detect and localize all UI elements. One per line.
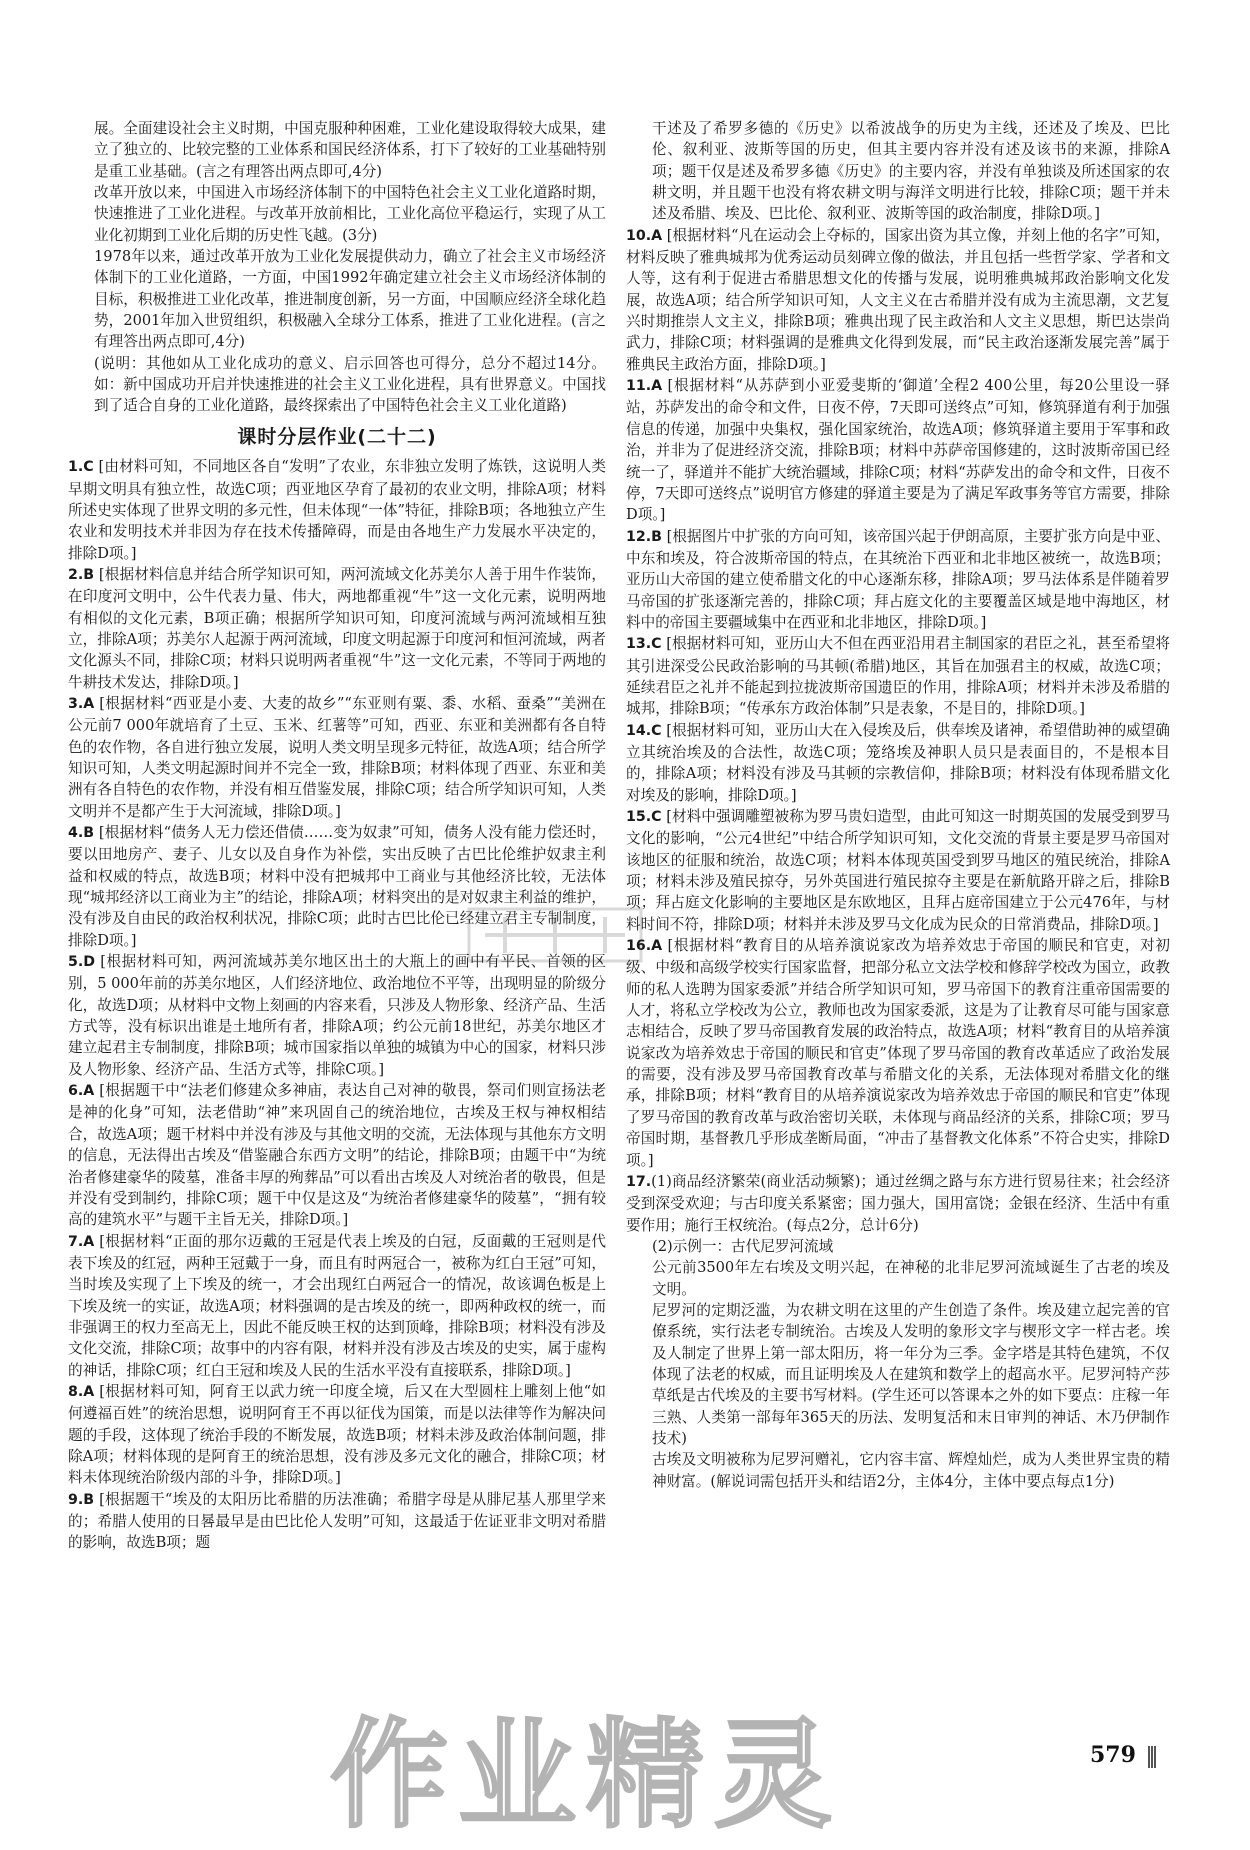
left-column — [68, 118, 606, 1554]
answer-text: [根据材料可知，亚历山大在入侵埃及后，供奉埃及诸神，希望借助神的威望确立其统治埃及的合法性，故选C项；笼络埃及神职人员只是表面目的，不是根本目的，排除A项；材料没有涉及马其顿的宗教信仰，排除B项；材料没有体现希腊文化对埃及的影响，排除D项。] — [626, 721, 1171, 804]
answer-continuation: 干述及了希罗多德的《历史》以希波战争的历史为主线，还述及了埃及、巴比伦、叙利亚、波斯等国的历史，但其主要内容并没有述及该书的来源，排除A项；题干仅是述及希罗多德《历史》的主要内容，并没有单独谈及所述国家的农耕文明，并且题干也没有将农耕文明与海洋文明进行比较，排除C项；题干并未述及希腊、埃及、巴比伦、叙利亚、波斯等国的政治制度，排除D项。] — [652, 120, 1170, 223]
answer-item — [68, 1080, 606, 1230]
answer-number: 8.A — [68, 1383, 95, 1400]
answer-text: [根据材料信息并结合所学知识可知，两河流域文化苏美尔人善于用牛作装饰，在印度河文明中，公牛代表力量、伟大，两地都重视“牛”这一文化元素，说明两地有相似的文化元素，B项正确；根据所学知识可知，印度河流域与两河流域相互独立，排除A项；苏美尔人起源于两河流域，印度文明起源于印度河和恒河流域，两者文化源头不同，排除C项；材料只说明两者重视“牛”这一文化元素，不等同于两地的牛耕技术发达，排除D项。] — [68, 565, 606, 691]
answer-paragraph: 古埃及文明被称为尼罗河赠礼，它内容丰富、辉煌灿烂，成为人类世界宝贵的精神财富。(解说词需包括开头和结语2分，主体4分，主体中要点每点1分) — [652, 1451, 1170, 1490]
answer-text: [根据材料“西亚是小麦、大麦的故乡”“东亚则有粟、黍、水稻、蚕桑”“美洲在公元前7 000年就培育了土豆、玉米、红薯等”可知，西亚、东亚和美洲都有各自特色的农作物，各自进行独立发展，说明人类文明呈现多元特征，故选A项；结合所学知识可知，人类文明起源时间并不完全一致，排除B项；材料体现了西亚、东亚和美洲有各自特色的农作物，并没有相互借鉴发展，排除C项；结合所学知识可知，人类文明并不是都产生于大河流域，排除D项。] — [68, 694, 606, 820]
answer-subheading: (2)示例一：古代尼罗河流域 — [652, 1237, 834, 1255]
answer-number: 17. — [626, 1173, 652, 1190]
watermark: 作业精灵 — [330, 1706, 843, 1844]
answer-item — [68, 456, 606, 564]
answer-number: 14.C — [626, 722, 662, 739]
answer-item — [626, 526, 1170, 634]
answer-item — [626, 225, 1170, 375]
answer-number: 12.B — [626, 528, 662, 545]
answer-item — [68, 1231, 606, 1381]
answer-item — [68, 1381, 606, 1489]
page-number: 579 — [1090, 1742, 1136, 1768]
answer-number: 11.A — [626, 378, 663, 395]
answer-number: 13.C — [626, 636, 662, 653]
answer-text: [根据材料可知，阿育王以武力统一印度全境，后又在大型圆柱上雕刻上他“如何遵福百姓”的统治思想，说明阿育王不再以征伐为国策，而是以法律等作为解决问题的手段，这体现了统治手段的不断发展，故选B项；材料未涉及政治体制问题，排除A项；材料体现的是阿育王的统治思想，没有涉及多元文化的融合，排除C项；材料未体现统治阶级内部的斗争，排除D项。] — [68, 1382, 606, 1487]
answer-item — [626, 720, 1170, 806]
answer-item — [626, 935, 1170, 1171]
answer-text: [根据题干“埃及的太阳历比希腊的历法准确；希腊字母是从腓尼基人那里学来的；希腊人使用的日晷最早是由巴比伦人发明”可知，这最适于佐证亚非文明对希腊的影响，故选B项；题 — [68, 1490, 606, 1552]
answer-number: 6.A — [68, 1083, 95, 1100]
answer-number: 3.A — [68, 695, 95, 712]
intro-paragraph: 改革开放以来，中国进入市场经济体制下的中国特色社会主义工业化道路时期，快速推进了工业化进程。与改革开放前相比，工业化高位平稳运行，实现了从工业化初期到工业化后期的历史性飞越。(3分) — [94, 184, 606, 244]
answer-number: 10.A — [626, 227, 663, 244]
answer-item — [626, 375, 1170, 525]
answer-number: 4.B — [68, 825, 95, 841]
answer-text: [根据材料“从苏萨到小亚爱斐斯的‘御道’全程2 400公里，每20公里设一驿站，苏萨发出的命令和文件，日夜不停，7天即可送终点”可知，修筑驿道有利于加强信息的传递，加强中央集权，强化国家统治，故选A项；修筑驿道主要用于军事和政治，并非为了促进经济交流，排除B项；材料中苏萨帝国修建的，这时波斯帝国已经统一了，驿道并不能扩大统治疆域，排除C项；材料“苏萨发出的命令和文件，日夜不停，7天即可送终点”说明官方修建的驿道主要是为了满足军政事务等官方需要，排除D项。] — [626, 377, 1171, 524]
answer-item — [68, 951, 606, 1080]
answer-number: 16.A — [626, 938, 663, 955]
answer-text: [根据材料“正面的那尔迈戴的王冠是代表上埃及的白冠，反面戴的王冠则是代表下埃及的红冠，两种王冠戴于一身，而且有时两冠合一，被称为红白王冠”可知，当时埃及实现了上下埃及的统一，才会出现红白两冠合一的情况，故该调色板是上下埃及统一的实证，故选A项；材料强调的是古埃及的统一，即两种政权的统一，而非强调王的权力至高无上，因此不能反映王权的达到顶峰，排除B项；材料没有涉及文化交流，排除C项；故事中的内容有限，材料并没有涉及古埃及的史实，属于虚构的神话，排除C项；红白王冠和埃及人民的生活水平没有直接联系，排除D项。] — [68, 1232, 606, 1379]
answer-number: 1.C — [68, 459, 94, 476]
intro-paragraph: 展。全面建设社会主义时期，中国克服种种困难，工业化建设取得较大成果，建立了独立的、比较完整的工业体系和国民经济体系，打下了较好的工业基础特别是重工业基础。(言之有理答出两点即可,4分) — [94, 120, 606, 180]
answer-text: [根据图片中扩张的方向可知，该帝国兴起于伊朗高原，主要扩张方向是中亚、中东和埃及，符合波斯帝国的特点，在其统治下西亚和北非地区被统一，故选B项；亚历山大帝国的建立使希腊文化的中心逐渐东移，排除A项；罗马法体系是伴随着罗马帝国的扩张逐渐完善的，排除C项；拜占庭文化的主要覆盖区域是地中海地区，材料中的帝国主要疆域集中在西亚和北非地区，排除D项。] — [626, 527, 1170, 631]
intro-continuation — [68, 118, 606, 417]
answer-item — [68, 564, 606, 693]
answer-text: (1)商品经济繁荣(商业活动频繁)；通过丝绸之路与东方进行贸易往来；社会经济受到深受欢迎；与古印度关系紧密；国力强大，国用富饶；金银在经济、生活中有重要作用；施行王权统治。(每点2分，总计6分) — [626, 1172, 1170, 1234]
answer-number: 2.B — [68, 566, 95, 583]
answer-text: [根据材料可知，两河流域苏美尔地区出土的大瓶上的画中有平民、首领的区别，5 000年前的苏美尔地区，人们经济地位、政治地位不平等，出现明显的阶级分化，故选D项；从材料中文物上刻画的内容来看，只涉及人物形象、经济产品、生活方式等，没有标识出谁是土地所有者，排除A项；约公元前18世纪，苏美尔地区才建立起君主专制制度，排除B项；城市国家指以单独的城镇为中心的国家，材料只涉及人物形象、经济产品、生活方式等，排除C项。] — [68, 953, 606, 1078]
answer-number: 5.D — [68, 954, 96, 971]
answer-text: [根据材料“凡在运动会上夺标的，国家出资为其立像，并刻上他的名字”可知，材料反映了雅典城邦为优秀运动员刻碑立像的做法，并且包括一些哲学家、学者和文人等，这有利于促进古希腊思想文化的传播与发展，说明雅典城邦政治影响文化发展，故选A项；结合所学知识可知，人文主义在古希腊并没有成为主流思潮，文艺复兴时期推崇人文主义，排除B项；雅典出现了民主政治和人文主义思想，斯巴达崇尚武力，排除C项；材料强调的是雅典文化得到发展，而“民主政治逐渐发展完善”属于雅典民主政治方面，排除D项。] — [626, 226, 1170, 373]
right-column — [626, 118, 1170, 1492]
page-edge-bar — [1148, 1746, 1156, 1768]
answer-item — [626, 1171, 1170, 1236]
answer-number: 9.B — [68, 1491, 95, 1508]
stamp-mark — [465, 905, 645, 965]
answer-text: [由材料可知，不同地区各自“发明”了农业，东非独立发明了炼铁，这说明人类早期文明具有独立性，故选C项；西亚地区孕育了最初的农业文明，排除A项；材料所述史实体现了世界文明的多元性，但未体现“一体”特征，排除B项；各地独立产生农业和发明技术并非因为存在技术传播障碍，而是由各地生产力发展水平决定的，排除D项。] — [68, 458, 606, 562]
answer-text: [根据材料可知，亚历山大不但在西亚沿用君主制国家的君臣之礼，甚至希望将其引进深受公民政治影响的马其顿(希腊)地区，其旨在加强君主的权威，故选C项；延续君臣之礼并不能起到拉拢波斯帝国遗臣的作用，排除A项；材料并未涉及希腊的城邦，排除B项；“传承东方政治体制”只是表象，不是目的，排除D项。] — [626, 635, 1171, 718]
answer-number: 7.A — [68, 1233, 95, 1250]
answer-text: [材料中强调雕塑被称为罗马贵妇造型，由此可知这一时期英国的发展受到罗马文化的影响，“公元4世纪”中结合所学知识可知，文化交流的背景主要是罗马帝国对该地区的征服和统治，故选C项；材料本体现英国受到罗马地区的殖民统治，排除A项；材料未涉及殖民掠夺，另外英国进行殖民掠夺主要是在新航路开辟之后，排除B项；拜占庭文化影响的主要地区是东欧地区，且拜占庭帝国建立于公元476年，与材料时间不符，排除D项；材料并未涉及罗马文化成为民众的日常消费品，排除D项。] — [626, 808, 1171, 933]
answer-text: [根据材料“教育目的从培养演说家改为培养效忠于帝国的顺民和官吏，对初级、中级和高级学校实行国家监督，把部分私立文法学校和修辞学校改为国立，政教师的私人选聘为国家委派”并结合所学知识可知，罗马帝国下的教育注重帝国需要的人才，将私立学校改为公立，教师也改为国家委派，这是为了让教育尽可能与国家意志相结合，反映了罗马帝国教育发展的政治特点，故选A项；材料“教育目的从培养演说家改为培养效忠于帝国的顺民和官吏”体现了罗马帝国的教育改革适应了政治发展的需要，没有涉及罗马帝国教育改革与希腊文化的关系，无法体现对希腊文化的继承，排除B项；材料“教育目的从培养演说家改为培养效忠于帝国的顺民和官吏”体现了罗马帝国的教育改革与政治密切关联，未体现与商品经济的关系，排除C项；罗马帝国时期，基督教几乎形成垄断局面，“冲击了基督教文化体系”不符合史实，排除D项。] — [626, 937, 1170, 1169]
answer-item — [626, 633, 1170, 719]
answer-item — [68, 1489, 606, 1554]
answer-text: [根据题干中“法老们修建众多神庙，表达自己对神的敬畏，祭司们则宣扬法老是神的化身”可知，法老借助“神”来巩固自己的统治地位，古埃及王权与神权相结合，故选A项；题干材料中并没有涉及与其他文明的交流，无法体现与其他东方文明的信息，无法得出古埃及“借鉴融合东西方文明”的结论，排除B项；由题干中“为统治者修建豪华的陵墓，准备丰厚的殉葬品”可以看出古埃及人对统治者的敬畏，但是并没有受到制约，排除C项；题干中仅是这及“为统治者修建豪华的陵墓”，“拥有较高的建筑水平”与题干主旨无关，排除D项。] — [68, 1082, 606, 1229]
answer-item — [68, 693, 606, 822]
section-title: 课时分层作业(二十二) — [237, 425, 437, 448]
answer-list — [68, 456, 606, 1554]
intro-paragraph: (说明：其他如从工业化成功的意义、启示回答也可得分，总分不超过14分。如：新中国成功开启并快速推进的社会主义工业化进程，具有世界意义。中国找到了适合自身的工业化道路，最终探索出了中国特色社会主义工业化道路) — [94, 354, 606, 415]
intro-paragraph: 1978年以来，通过改革开放为工业化发展提供动力，确立了社会主义市场经济体制下的工业化道路，一方面，中国1992年确定建立社会主义市场经济体制的目标，积极推进工业化改革，推进制度创新，另一方面，中国顺应经济全球化趋势，2001年加入世贸组织，积极融入全球分工体系，推进了工业化进程。(言之有理答出两点即可,4分) — [94, 248, 606, 351]
answer-number: 15.C — [626, 809, 662, 825]
answer-list — [626, 225, 1170, 1171]
answer-text: [根据材料“债务人无力偿还借债……变为奴隶”可知，债务人没有能力偿还时，要以田地房产、妻子、儿女以及自身作为补偿，实出反映了古巴比伦维护奴隶主利益和权威的特点，故选B项；材料中没有把城邦中工商业与其他经济比较，无法体现“城邦经济以工商业为主”的结论，排除A项；材料突出的是对奴隶主利益的维护，没有涉及自由民的政治权利状况，排除C项；此时古巴比伦已经建立君主专制制度，排除D项。] — [68, 824, 607, 949]
answer-paragraph: 公元前3500年左右埃及文明兴起，在神秘的北非尼罗河流域诞生了古老的埃及文明。 — [652, 1259, 1170, 1298]
answer-item — [626, 806, 1170, 935]
answer-paragraph: 尼罗河的定期泛滥，为农耕文明在这里的产生创造了条件。埃及建立起完善的官僚系统，实行法老专制统治。古埃及人发明的象形文字与楔形文字一样古老。埃及人制定了世界上第一部太阳历，将一年分为三季。金字塔是其特色建筑，不仅体现了法老的权威，而且证明埃及人在建筑和数学上的超高水平。尼罗河特产莎草纸是古代埃及的主要书写材料。(学生还可以答课本之外的如下要点：庄稼一年三熟、人类第一部每年365天的历法、发明复活和末日审判的神话、木乃伊制作技术) — [652, 1301, 1170, 1447]
